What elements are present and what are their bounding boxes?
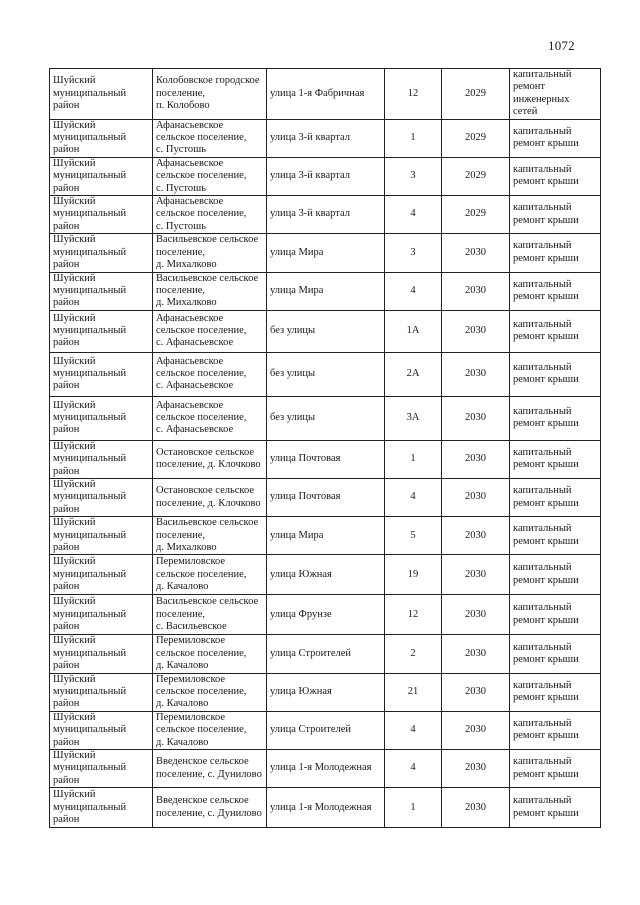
district-cell-line: район (53, 259, 80, 271)
house-number-cell: 4 (385, 711, 442, 749)
work-type-cell-line: ремонт крыши (513, 574, 579, 586)
settlement-cell-line: сельское поселение, (156, 686, 247, 697)
work-type-cell (510, 750, 601, 788)
table-row (50, 440, 601, 478)
district-cell-line: Шуйский (53, 75, 96, 87)
work-type-cell-line: капитальный (513, 125, 572, 137)
settlement-cell (153, 157, 267, 195)
district-cell (50, 310, 153, 352)
work-type-cell-line: капитальный (513, 485, 572, 497)
work-type-cell-line: инженерных (513, 93, 570, 105)
settlement-cell-line: Афанасьевское (156, 119, 224, 131)
street-cell: улица Мира (267, 517, 385, 555)
district-cell-line: район (53, 736, 80, 748)
district-cell (50, 478, 153, 516)
district-cell (50, 119, 153, 157)
work-type-cell-line: капитальный (513, 278, 572, 290)
house-number-cell: 1А (385, 310, 442, 352)
house-number-cell: 21 (385, 673, 442, 711)
house-number-cell: 2А (385, 352, 442, 396)
work-type-cell-line: капитальный (513, 69, 572, 80)
house-number-cell: 1 (385, 440, 442, 478)
year-cell: 2029 (442, 157, 510, 195)
district-cell-line: муниципальный (53, 686, 127, 697)
district-cell (50, 69, 153, 120)
settlement-cell (153, 595, 267, 635)
settlement-cell-line: д. Качалово (156, 698, 209, 710)
settlement-cell-line: Афанасьевское (156, 399, 224, 411)
work-type-cell (510, 196, 601, 234)
district-cell-line: Шуйский (53, 635, 96, 647)
table-row (50, 352, 601, 396)
work-type-cell-line: ремонт крыши (513, 653, 579, 665)
settlement-cell (153, 711, 267, 749)
house-number-cell: 1 (385, 788, 442, 828)
year-cell: 2030 (442, 310, 510, 352)
work-type-cell (510, 478, 601, 516)
house-number-cell: 5 (385, 517, 442, 555)
work-type-cell-line: капитальный (513, 202, 572, 214)
street-cell: улица Мира (267, 234, 385, 272)
settlement-cell-line: с. Пустошь (156, 220, 206, 232)
district-cell-line: муниципальный (53, 453, 127, 465)
district-cell (50, 673, 153, 711)
house-number-cell: 3 (385, 234, 442, 272)
street-cell: без улицы (267, 352, 385, 396)
house-number-cell: 4 (385, 272, 442, 310)
work-type-cell-line: ремонт крыши (513, 807, 579, 819)
table-row (50, 234, 601, 272)
street-cell: без улицы (267, 396, 385, 440)
table-body (50, 69, 601, 828)
settlement-cell (153, 750, 267, 788)
work-type-cell-line: капитальный (513, 446, 572, 458)
settlement-cell-line: поселение, д. Клочково (156, 497, 261, 509)
work-type-cell-line: ремонт крыши (513, 614, 579, 626)
settlement-cell-line: поселение, (156, 87, 206, 99)
settlement-cell-line: п. Колобово (156, 100, 210, 112)
settlement-cell (153, 196, 267, 234)
district-cell-line: муниципальный (53, 246, 127, 258)
district-cell-line: район (53, 621, 80, 633)
street-cell: улица Южная (267, 673, 385, 711)
settlement-cell-line: Перемиловское (156, 556, 226, 568)
district-cell (50, 750, 153, 788)
work-type-cell (510, 396, 601, 440)
work-type-cell-line: ремонт крыши (513, 331, 579, 343)
settlement-cell-line: с. Пустошь (156, 144, 206, 156)
district-cell-line: Шуйский (53, 399, 96, 411)
district-cell-line: район (53, 380, 80, 392)
settlement-cell-line: сельское поселение, (156, 325, 247, 337)
settlement-cell-line: с. Пустошь (156, 182, 206, 194)
work-type-cell-line: капитальный (513, 523, 572, 535)
table-row (50, 69, 601, 120)
settlement-cell (153, 119, 267, 157)
settlement-cell (153, 396, 267, 440)
settlement-cell-line: поселение, д. Клочково (156, 459, 261, 471)
district-cell-line: район (53, 144, 80, 156)
year-cell: 2030 (442, 635, 510, 673)
settlement-cell-line: Введенское сельское (156, 756, 249, 768)
year-cell: 2030 (442, 517, 510, 555)
district-cell-line: муниципальный (53, 491, 127, 503)
house-number-cell: 2 (385, 635, 442, 673)
table-row (50, 157, 601, 195)
year-cell: 2030 (442, 750, 510, 788)
year-cell: 2030 (442, 478, 510, 516)
settlement-cell (153, 635, 267, 673)
district-cell-line: муниципальный (53, 132, 127, 144)
street-cell: улица 1-я Молодежная (267, 750, 385, 788)
work-type-cell-line: ремонт крыши (513, 497, 579, 509)
table-row (50, 196, 601, 234)
settlement-cell-line: сельское поселение, (156, 724, 247, 736)
settlement-cell-line: сельское поселение, (156, 170, 247, 182)
work-type-cell (510, 234, 601, 272)
street-cell: улица 1-я Фабричная (267, 69, 385, 120)
work-type-cell-line: ремонт крыши (513, 768, 579, 780)
work-type-cell (510, 69, 601, 120)
settlement-cell-line: д. Михалково (156, 259, 217, 271)
street-cell: улица Строителей (267, 635, 385, 673)
district-cell (50, 440, 153, 478)
year-cell: 2030 (442, 234, 510, 272)
table-row (50, 595, 601, 635)
settlement-cell-line: поселение, с. Дунилово (156, 807, 262, 819)
district-cell (50, 157, 153, 195)
work-type-cell (510, 673, 601, 711)
settlement-cell-line: Колобовское городское (156, 75, 260, 87)
settlement-cell-line: с. Афанасьевское (156, 380, 234, 392)
house-number-cell: 19 (385, 555, 442, 595)
district-cell-line: Шуйский (53, 355, 96, 367)
work-type-cell-line: капитальный (513, 240, 572, 252)
district-cell-line: район (53, 774, 80, 786)
district-cell-line: Шуйский (53, 312, 96, 324)
district-cell-line: муниципальный (53, 87, 127, 99)
street-cell: улица 3-й квартал (267, 157, 385, 195)
settlement-cell-line: д. Михалково (156, 541, 217, 553)
district-cell-line: муниципальный (53, 170, 127, 182)
house-number-cell: 12 (385, 595, 442, 635)
work-type-cell-line: ремонт крыши (513, 214, 579, 226)
table-row (50, 711, 601, 749)
district-cell-line: Шуйский (53, 440, 96, 452)
work-type-cell (510, 635, 601, 673)
street-cell: улица Фрунзе (267, 595, 385, 635)
work-type-cell (510, 555, 601, 595)
district-cell-line: муниципальный (53, 412, 127, 424)
work-type-cell-line: капитальный (513, 795, 572, 807)
settlement-cell-line: сельское поселение, (156, 568, 247, 580)
settlement-cell-line: Остановское сельское (156, 485, 255, 497)
year-cell: 2030 (442, 788, 510, 828)
work-type-cell-line: ремонт крыши (513, 459, 579, 471)
district-cell-line: Шуйский (53, 596, 96, 608)
year-cell: 2029 (442, 69, 510, 120)
work-type-cell-line: ремонт крыши (513, 176, 579, 188)
district-cell-line: Шуйский (53, 157, 96, 169)
settlement-cell-line: с. Васильевское (156, 621, 227, 633)
work-type-cell (510, 788, 601, 828)
work-type-cell (510, 119, 601, 157)
district-cell-line: муниципальный (53, 325, 127, 337)
page-number: 1072 (548, 38, 575, 53)
street-cell: улица 3-й квартал (267, 196, 385, 234)
district-cell (50, 517, 153, 555)
table-row (50, 478, 601, 516)
settlement-cell-line: Перемиловское (156, 673, 226, 685)
district-cell-line: район (53, 541, 80, 553)
street-cell: улица Почтовая (267, 440, 385, 478)
settlement-cell-line: д. Качалово (156, 660, 209, 672)
year-cell: 2030 (442, 352, 510, 396)
settlement-cell-line: поселение, с. Дунилово (156, 768, 262, 780)
settlement-cell (153, 310, 267, 352)
table-row (50, 635, 601, 673)
settlement-cell-line: д. Качалово (156, 581, 209, 593)
district-cell-line: район (53, 100, 80, 112)
work-type-cell-line: ремонт крыши (513, 252, 579, 264)
work-type-cell (510, 272, 601, 310)
settlement-cell-line: сельское поселение, (156, 412, 247, 424)
settlement-cell-line: сельское поселение, (156, 208, 247, 220)
work-type-cell (510, 157, 601, 195)
settlement-cell (153, 272, 267, 310)
work-type-cell-line: капитальный (513, 562, 572, 574)
work-type-cell-line: ремонт крыши (513, 291, 579, 303)
district-cell (50, 788, 153, 828)
settlement-cell (153, 673, 267, 711)
settlement-cell-line: Васильевское сельское (156, 517, 259, 529)
district-cell-line: район (53, 424, 80, 436)
district-cell (50, 272, 153, 310)
table-row (50, 750, 601, 788)
house-number-cell: 1 (385, 119, 442, 157)
work-type-cell-line: капитальный (513, 405, 572, 417)
table-row (50, 272, 601, 310)
settlement-cell-line: д. Качалово (156, 736, 209, 748)
district-cell-line: Шуйский (53, 234, 96, 246)
table-row (50, 517, 601, 555)
settlement-cell-line: Васильевское сельское (156, 234, 259, 246)
work-type-cell (510, 595, 601, 635)
district-cell (50, 196, 153, 234)
work-type-cell (510, 440, 601, 478)
table-row (50, 673, 601, 711)
work-type-cell-line: ремонт крыши (513, 535, 579, 547)
district-cell-line: район (53, 581, 80, 593)
work-type-cell (510, 310, 601, 352)
district-cell-line: район (53, 297, 80, 309)
district-cell-line: муниципальный (53, 368, 127, 380)
district-cell-line: Шуйский (53, 789, 96, 801)
street-cell: улица Мира (267, 272, 385, 310)
district-cell-line: район (53, 465, 80, 477)
work-type-cell-line: ремонт крыши (513, 138, 579, 150)
district-cell (50, 635, 153, 673)
settlement-cell (153, 478, 267, 516)
settlement-cell (153, 440, 267, 478)
table-row (50, 310, 601, 352)
street-cell: улица Южная (267, 555, 385, 595)
work-type-cell-line: сетей (513, 106, 538, 118)
work-type-cell-line: ремонт (513, 81, 546, 93)
district-cell-line: район (53, 698, 80, 710)
table-row (50, 396, 601, 440)
house-number-cell: 4 (385, 478, 442, 516)
district-cell-line: Шуйский (53, 119, 96, 131)
year-cell: 2030 (442, 673, 510, 711)
year-cell: 2030 (442, 595, 510, 635)
work-type-cell-line: ремонт крыши (513, 374, 579, 386)
year-cell: 2029 (442, 119, 510, 157)
work-type-cell-line: капитальный (513, 718, 572, 730)
district-cell (50, 396, 153, 440)
district-cell (50, 595, 153, 635)
work-type-cell (510, 352, 601, 396)
settlement-cell (153, 517, 267, 555)
district-cell-line: Шуйский (53, 478, 96, 490)
work-type-cell-line: ремонт крыши (513, 730, 579, 742)
street-cell: улица 1-я Молодежная (267, 788, 385, 828)
year-cell: 2030 (442, 440, 510, 478)
settlement-cell-line: поселение, (156, 608, 206, 620)
table-row (50, 555, 601, 595)
street-cell: улица 3-й квартал (267, 119, 385, 157)
district-cell-line: Шуйский (53, 750, 96, 762)
district-cell (50, 352, 153, 396)
settlement-cell-line: Афанасьевское (156, 157, 224, 169)
settlement-cell (153, 788, 267, 828)
settlement-cell-line: Остановское сельское (156, 446, 255, 458)
settlement-cell-line: Перемиловское (156, 711, 226, 723)
year-cell: 2030 (442, 272, 510, 310)
district-cell-line: Шуйский (53, 517, 96, 529)
settlement-cell-line: сельское поселение, (156, 368, 247, 380)
year-cell: 2029 (442, 196, 510, 234)
settlement-cell-line: Васильевское сельское (156, 596, 259, 608)
work-type-cell-line: ремонт крыши (513, 418, 579, 430)
district-cell-line: муниципальный (53, 568, 127, 580)
table-row (50, 788, 601, 828)
work-type-cell-line: капитальный (513, 361, 572, 373)
district-cell-line: муниципальный (53, 647, 127, 659)
settlement-cell (153, 352, 267, 396)
district-cell-line: муниципальный (53, 284, 127, 296)
settlement-cell (153, 555, 267, 595)
work-type-cell (510, 517, 601, 555)
work-type-cell (510, 711, 601, 749)
district-cell-line: район (53, 337, 80, 349)
house-number-cell: 4 (385, 196, 442, 234)
district-cell-line: муниципальный (53, 762, 127, 774)
house-number-cell: 3А (385, 396, 442, 440)
district-cell (50, 555, 153, 595)
settlement-cell-line: д. Михалково (156, 297, 217, 309)
district-cell-line: муниципальный (53, 208, 127, 220)
district-cell-line: район (53, 503, 80, 515)
district-cell (50, 234, 153, 272)
district-cell-line: район (53, 660, 80, 672)
district-cell-line: муниципальный (53, 529, 127, 541)
district-cell-line: муниципальный (53, 801, 127, 813)
settlement-cell-line: сельское поселение, (156, 647, 247, 659)
table-row (50, 119, 601, 157)
district-cell-line: район (53, 182, 80, 194)
settlement-cell-line: Введенское сельское (156, 795, 249, 807)
district-cell-line: муниципальный (53, 724, 127, 736)
district-cell-line: Шуйский (53, 711, 96, 723)
repair-schedule-table (49, 68, 601, 828)
settlement-cell (153, 69, 267, 120)
work-type-cell-line: ремонт крыши (513, 692, 579, 704)
year-cell: 2030 (442, 711, 510, 749)
street-cell: без улицы (267, 310, 385, 352)
street-cell: улица Почтовая (267, 478, 385, 516)
work-type-cell-line: капитальный (513, 756, 572, 768)
district-cell-line: Шуйский (53, 272, 96, 284)
district-cell-line: район (53, 813, 80, 825)
work-type-cell-line: капитальный (513, 318, 572, 330)
settlement-cell-line: Афанасьевское (156, 312, 224, 324)
district-cell-line: Шуйский (53, 196, 96, 208)
settlement-cell-line: Перемиловское (156, 635, 226, 647)
house-number-cell: 3 (385, 157, 442, 195)
settlement-cell-line: с. Афанасьевское (156, 424, 234, 436)
settlement-cell-line: Афанасьевское (156, 355, 224, 367)
street-cell: улица Строителей (267, 711, 385, 749)
settlement-cell-line: поселение, (156, 284, 206, 296)
settlement-cell (153, 234, 267, 272)
settlement-cell-line: с. Афанасьевское (156, 337, 234, 349)
house-number-cell: 4 (385, 750, 442, 788)
work-type-cell-line: капитальный (513, 602, 572, 614)
work-type-cell-line: капитальный (513, 641, 572, 653)
settlement-cell-line: сельское поселение, (156, 132, 247, 144)
settlement-cell-line: поселение, (156, 529, 206, 541)
year-cell: 2030 (442, 555, 510, 595)
house-number-cell: 12 (385, 69, 442, 120)
district-cell-line: Шуйский (53, 556, 96, 568)
district-cell-line: район (53, 220, 80, 232)
work-type-cell-line: капитальный (513, 679, 572, 691)
district-cell-line: муниципальный (53, 608, 127, 620)
work-type-cell-line: капитальный (513, 164, 572, 176)
district-cell (50, 711, 153, 749)
settlement-cell-line: Афанасьевское (156, 196, 224, 208)
year-cell: 2030 (442, 396, 510, 440)
settlement-cell-line: поселение, (156, 246, 206, 258)
district-cell-line: Шуйский (53, 673, 96, 685)
settlement-cell-line: Васильевское сельское (156, 272, 259, 284)
